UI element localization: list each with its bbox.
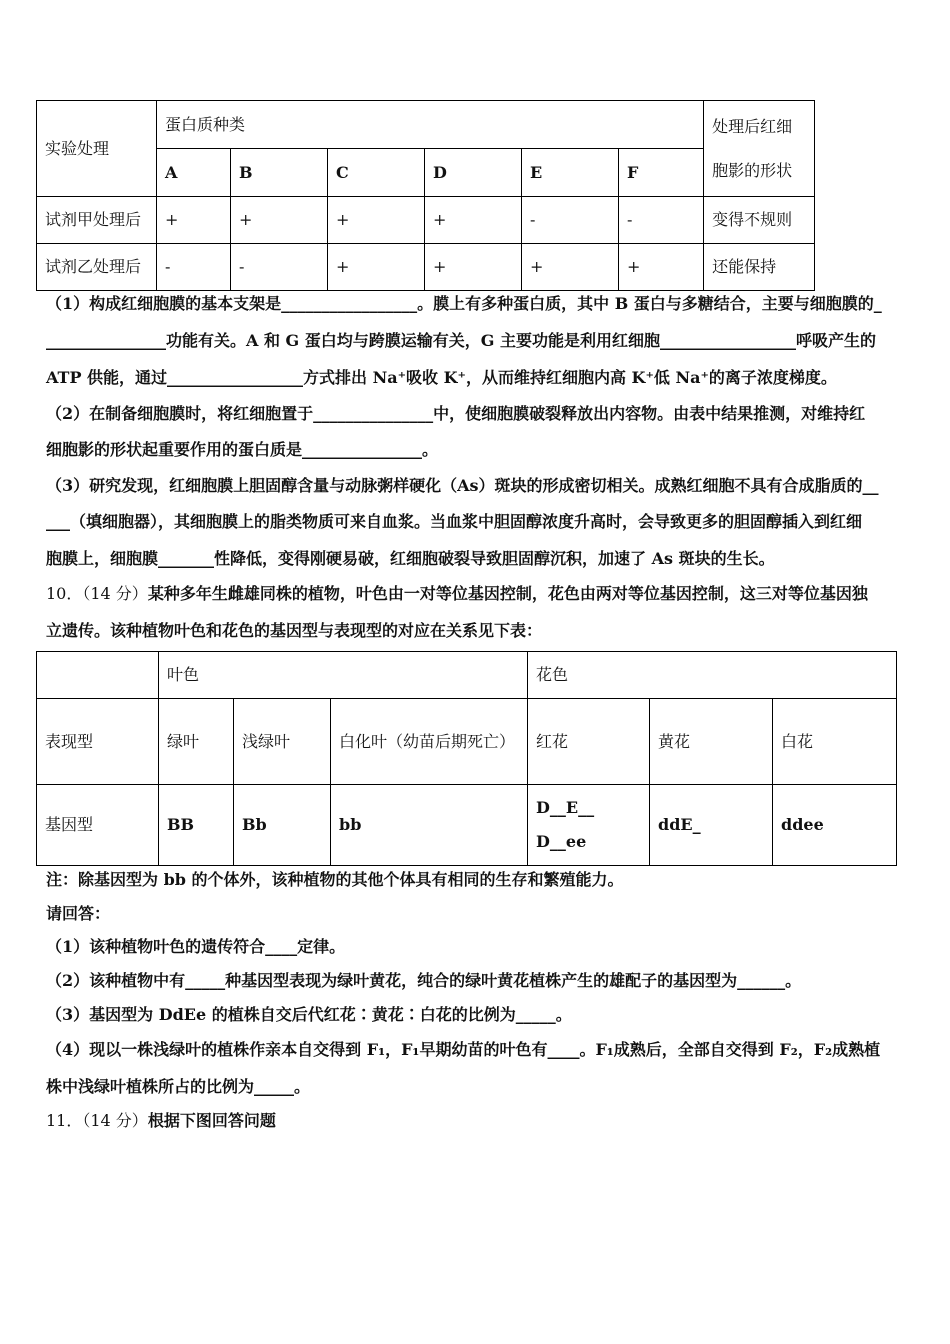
q9-line-5: 细胞影的形状起重要作用的蛋白质是_______________。 <box>46 440 439 459</box>
genotype-cell <box>528 785 650 866</box>
q10-answer-4: （4）现以一株浅绿叶的植株作亲本自交得到 F₁，F₁早期幼苗的叶色有____。F₁成熟后，全部自交得到 F₂，F₂成熟植 <box>46 1040 881 1059</box>
protein-header: E <box>522 149 619 197</box>
table-cell: + <box>231 197 328 244</box>
leaf-color-header: 叶色 <box>159 652 528 699</box>
protein-header: F <box>619 149 704 197</box>
phenotype-cell: 绿叶 <box>159 699 234 785</box>
protein-header: C <box>328 149 425 197</box>
table-cell: + <box>328 197 425 244</box>
table-row <box>37 785 897 866</box>
protein-header: D <box>425 149 522 197</box>
q9-line-1: （1）构成红细胞膜的基本支架是_________________。膜上有多种蛋白质，其中 B 蛋白与多糖结合，主要与细胞膜的_ <box>46 294 882 313</box>
q11-stem: 根据下图回答问题 <box>147 1111 276 1130</box>
q10-answer-3: （3）基因型为 DdEe 的植株自交后代红花∶黄花∶白花的比例为_____。 <box>46 1005 572 1024</box>
q10-line-2: 立遗传。该种植物叶色和花色的基因型与表现型的对应在关系见下表： <box>46 621 543 640</box>
phenotype-label: 表现型 <box>37 699 159 785</box>
q10-answer-5: 株中浅绿叶植株所占的比例为_____。 <box>46 1077 311 1096</box>
genotype-cell: BB <box>159 785 234 866</box>
q10-ask: 请回答： <box>46 904 111 923</box>
table-cell: + <box>157 197 231 244</box>
empty-corner <box>37 652 159 699</box>
q9-line-3: ATP 供能，通过_________________方式排出 Na⁺吸收 K⁺，从而维持红细胞内高 K⁺低 Na⁺的离子浓度梯度。 <box>46 368 837 387</box>
table-cell: - <box>231 244 328 291</box>
phenotype-cell: 黄花 <box>650 699 773 785</box>
table-cell: - <box>522 197 619 244</box>
genotype-red-1: D__E__ <box>536 798 595 817</box>
genotype-red-2: D__ee <box>536 832 587 851</box>
flower-color-header: 花色 <box>528 652 897 699</box>
protein-header: B <box>231 149 328 197</box>
header-protein-types: 蛋白质种类 <box>157 101 704 149</box>
table-cell: - <box>157 244 231 291</box>
q9-line-2: _______________功能有关。A 和 G 蛋白均与跨膜运输有关，G 主要功能是利用红细胞_________________呼吸产生的 <box>46 331 877 350</box>
shape-cell: 变得不规则 <box>704 197 815 244</box>
q11-number: 11．（14 分） <box>46 1111 148 1130</box>
protein-treatment-table <box>36 100 815 291</box>
genotype-cell: bb <box>331 785 528 866</box>
header-ghost-shape: 处理后红细胞影的形状 <box>704 101 815 197</box>
q10-stem: 某种多年生雌雄同株的植物，叶色由一对等位基因控制，花色由两对等位基因控制，这三对等位基因独 <box>147 584 868 603</box>
q10-number: 10．（14 分） <box>46 584 148 603</box>
table-cell: + <box>425 197 522 244</box>
header-treatment: 实验处理 <box>37 101 157 197</box>
genotype-cell: ddee <box>773 785 897 866</box>
q9-line-8: 胞膜上，细胞膜_______性降低，变得刚硬易破，红细胞破裂导致胆固醇沉积，加速了 As 斑块的生长。 <box>46 549 775 568</box>
q11-line <box>46 1111 906 1131</box>
q9-line-6: （3）研究发现，红细胞膜上胆固醇含量与动脉粥样硬化（As）斑块的形成密切相关。成熟红细胞不具有合成脂质的__ <box>46 476 879 495</box>
shape-cell: 还能保持 <box>704 244 815 291</box>
table-cell: + <box>522 244 619 291</box>
row-label: 试剂甲处理后 <box>37 197 157 244</box>
table-cell: + <box>619 244 704 291</box>
protein-header: A <box>157 149 231 197</box>
table-cell: - <box>619 197 704 244</box>
phenotype-cell: 白花 <box>773 699 897 785</box>
genotype-cell: ddE_ <box>650 785 773 866</box>
q10-line-1 <box>46 584 906 604</box>
phenotype-cell: 浅绿叶 <box>234 699 331 785</box>
q10-answer-1: （1）该种植物叶色的遗传符合____定律。 <box>46 937 346 956</box>
table-row <box>37 197 815 244</box>
q10-answer-2: （2）该种植物中有_____种基因型表现为绿叶黄花，纯合的绿叶黄花植株产生的雄配子的基因型为______。 <box>46 971 802 990</box>
row-label: 试剂乙处理后 <box>37 244 157 291</box>
q10-note: 注：除基因型为 bb 的个体外，该种植物的其他个体具有相同的生存和繁殖能力。 <box>46 870 624 889</box>
q9-line-7: ___（填细胞器），其细胞膜上的脂类物质可来自血浆。当血浆中胆固醇浓度升高时，会导致更多的胆固醇插入到红细 <box>46 512 863 531</box>
genotype-label: 基因型 <box>37 785 159 866</box>
genotype-cell: Bb <box>234 785 331 866</box>
table-row <box>37 699 897 785</box>
table-row <box>37 244 815 291</box>
phenotype-cell: 红花 <box>528 699 650 785</box>
genotype-phenotype-table <box>36 651 897 866</box>
phenotype-cell: 白化叶（幼苗后期死亡） <box>331 699 528 785</box>
q9-line-4: （2）在制备细胞膜时，将红细胞置于_______________中，使细胞膜破裂释放出内容物。由表中结果推测，对维持红 <box>46 404 866 423</box>
table-cell: + <box>328 244 425 291</box>
table-cell: + <box>425 244 522 291</box>
